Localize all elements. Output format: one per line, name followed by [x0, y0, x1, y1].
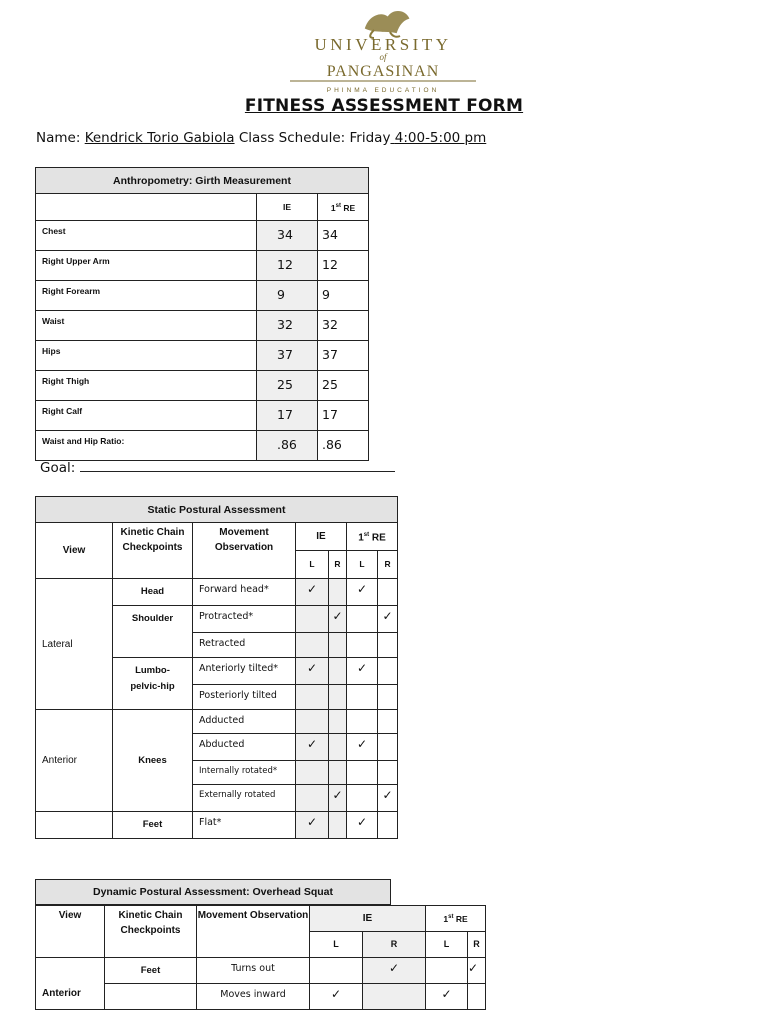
- dynamic-postural-table: [35, 905, 486, 1010]
- dynamic-observation: Moves inward: [197, 984, 310, 1010]
- static-check-re-l[interactable]: ✓: [347, 579, 378, 606]
- static-observation: Anteriorly tilted*: [193, 658, 296, 685]
- static-postural-table: [35, 496, 398, 839]
- dynamic-check-re-r[interactable]: ✓: [468, 958, 486, 984]
- girth-row-label: Right Upper Arm: [36, 251, 257, 281]
- dynamic-header-re-l: L: [426, 932, 468, 958]
- dynamic-header-ie: IE: [310, 906, 426, 932]
- static-kc-lumbo-pelvic-hip: Lumbo-pelvic-hip: [113, 658, 193, 710]
- dynamic-header-kc: Kinetic Chain Checkpoints: [105, 906, 197, 958]
- static-check-ie-r[interactable]: [329, 710, 347, 734]
- girth-ie-value[interactable]: 12: [257, 251, 318, 281]
- static-check-ie-l[interactable]: ✓: [296, 734, 329, 761]
- dynamic-table-title: Dynamic Postural Assessment: Overhead Squat: [92, 886, 334, 898]
- girth-row-label: Right Calf: [36, 401, 257, 431]
- dynamic-check-re-l[interactable]: ✓: [426, 984, 468, 1010]
- static-header-ie: IE: [296, 523, 347, 551]
- static-check-ie-r[interactable]: [329, 685, 347, 710]
- dynamic-kc-feet: Feet: [105, 958, 197, 984]
- goal-label: Goal:: [40, 460, 76, 476]
- static-check-re-r[interactable]: [378, 812, 398, 839]
- girth-re-value[interactable]: 17: [318, 401, 369, 431]
- static-check-re-l[interactable]: ✓: [347, 812, 378, 839]
- static-check-re-r[interactable]: [378, 633, 398, 658]
- static-check-ie-r[interactable]: [329, 734, 347, 761]
- girth-row: [36, 401, 369, 431]
- static-check-ie-r[interactable]: [329, 633, 347, 658]
- static-observation: Abducted: [193, 734, 296, 761]
- dynamic-header-re: 1st RE: [426, 906, 486, 932]
- dynamic-check-re-r[interactable]: [468, 984, 486, 1010]
- static-check-re-r[interactable]: ✓: [378, 606, 398, 633]
- static-check-ie-l[interactable]: ✓: [296, 658, 329, 685]
- girth-re-value[interactable]: 37: [318, 341, 369, 371]
- static-check-re-r[interactable]: [378, 710, 398, 734]
- static-check-re-l[interactable]: ✓: [347, 734, 378, 761]
- dynamic-check-ie-l[interactable]: [310, 958, 363, 984]
- logo-word-university: UNIVERSITY: [314, 35, 452, 54]
- dynamic-title-box: [35, 879, 391, 905]
- dynamic-view-anterior: Anterior: [36, 958, 105, 1010]
- static-check-ie-r[interactable]: [329, 812, 347, 839]
- dynamic-check-ie-r[interactable]: ✓: [363, 958, 426, 984]
- girth-row: [36, 431, 369, 461]
- university-logo: [270, 8, 496, 96]
- name-line: [36, 130, 486, 146]
- static-check-re-l[interactable]: [347, 633, 378, 658]
- girth-row-label: Chest: [36, 221, 257, 251]
- girth-row: [36, 341, 369, 371]
- static-check-re-l[interactable]: [347, 785, 378, 812]
- girth-table-title: Anthropometry: Girth Measurement: [36, 168, 369, 194]
- logo-tagline: PHINMA EDUCATION: [326, 87, 440, 94]
- static-observation: Forward head*: [193, 579, 296, 606]
- static-observation: Retracted: [193, 633, 296, 658]
- static-check-re-r[interactable]: [378, 734, 398, 761]
- static-check-re-r[interactable]: [378, 685, 398, 710]
- static-check-re-r[interactable]: ✓: [378, 785, 398, 812]
- static-row: [36, 579, 398, 606]
- girth-row: [36, 281, 369, 311]
- static-header-ie-r: R: [329, 551, 347, 579]
- static-check-re-l[interactable]: ✓: [347, 658, 378, 685]
- static-check-ie-l[interactable]: [296, 710, 329, 734]
- dynamic-row: [36, 958, 486, 984]
- girth-row-label: Right Forearm: [36, 281, 257, 311]
- logo-word-pangasinan: PANGASINAN: [326, 63, 440, 80]
- dynamic-header-ie-l: L: [310, 932, 363, 958]
- schedule-label: Class Schedule: Friday: [238, 130, 391, 146]
- girth-re-value[interactable]: .86: [318, 431, 369, 461]
- static-check-re-r[interactable]: [378, 761, 398, 785]
- dynamic-check-re-l[interactable]: [426, 958, 468, 984]
- girth-re-value[interactable]: 12: [318, 251, 369, 281]
- static-check-re-l[interactable]: [347, 606, 378, 633]
- girth-ie-value[interactable]: 34: [257, 221, 318, 251]
- girth-header-blank: [36, 194, 257, 221]
- static-header-re-l: L: [347, 551, 378, 579]
- girth-row-label: Right Thigh: [36, 371, 257, 401]
- static-check-ie-r[interactable]: [329, 579, 347, 606]
- static-check-ie-r[interactable]: ✓: [329, 785, 347, 812]
- static-view-anterior: Anterior: [36, 710, 113, 812]
- girth-row-label: Waist and Hip Ratio:: [36, 431, 257, 461]
- static-check-ie-r[interactable]: [329, 761, 347, 785]
- static-row: [36, 812, 398, 839]
- girth-re-value[interactable]: 9: [318, 281, 369, 311]
- girth-row: [36, 221, 369, 251]
- girth-ie-value[interactable]: 32: [257, 311, 318, 341]
- static-check-re-l[interactable]: [347, 685, 378, 710]
- static-kc-head: Head: [113, 579, 193, 606]
- girth-ie-value[interactable]: .86: [257, 431, 318, 461]
- static-header-re: 1st RE: [347, 523, 398, 551]
- dynamic-check-ie-l[interactable]: ✓: [310, 984, 363, 1010]
- static-check-ie-l[interactable]: ✓: [296, 579, 329, 606]
- static-check-ie-l[interactable]: ✓: [296, 812, 329, 839]
- static-observation: Internally rotated*: [193, 761, 296, 785]
- girth-ie-value[interactable]: 9: [257, 281, 318, 311]
- static-check-re-r[interactable]: [378, 658, 398, 685]
- static-header-ie-l: L: [296, 551, 329, 579]
- girth-ie-value[interactable]: 37: [257, 341, 318, 371]
- static-header-mo: Movement Observation: [193, 523, 296, 579]
- static-check-re-l[interactable]: [347, 710, 378, 734]
- girth-row-label: Hips: [36, 341, 257, 371]
- girth-header-re: 1st RE: [318, 194, 369, 221]
- logo-word-of: of: [379, 52, 387, 62]
- goal-line: [40, 459, 395, 476]
- static-observation: Posteriorly tilted: [193, 685, 296, 710]
- static-view-blank: [36, 812, 113, 839]
- static-header-re-r: R: [378, 551, 398, 579]
- static-observation: Externally rotated: [193, 785, 296, 812]
- static-check-re-l[interactable]: [347, 761, 378, 785]
- static-row: [36, 710, 398, 734]
- static-check-ie-r[interactable]: ✓: [329, 606, 347, 633]
- static-check-ie-l[interactable]: [296, 785, 329, 812]
- girth-header-ie: IE: [257, 194, 318, 221]
- static-observation: Adducted: [193, 710, 296, 734]
- static-kc-knees: Knees: [113, 710, 193, 812]
- static-header-view: View: [36, 523, 113, 579]
- static-observation: Flat*: [193, 812, 296, 839]
- form-title: FITNESS ASSESSMENT FORM: [244, 96, 524, 116]
- dynamic-header-view: View: [36, 906, 105, 958]
- static-check-ie-l[interactable]: [296, 685, 329, 710]
- static-kc-feet: Feet: [113, 812, 193, 839]
- dynamic-header-ie-r: R: [363, 932, 426, 958]
- static-kc-shoulder: Shoulder: [113, 606, 193, 658]
- dynamic-header-re-r: R: [468, 932, 486, 958]
- static-check-ie-l[interactable]: [296, 761, 329, 785]
- static-view-lateral: Lateral: [36, 579, 113, 710]
- static-check-re-r[interactable]: [378, 579, 398, 606]
- dynamic-check-ie-r[interactable]: [363, 984, 426, 1010]
- girth-re-value[interactable]: 25: [318, 371, 369, 401]
- girth-row: [36, 371, 369, 401]
- girth-row-label: Waist: [36, 311, 257, 341]
- schedule-value: 4:00-5:00 pm: [394, 130, 487, 146]
- girth-measurement-table: [35, 167, 369, 461]
- static-check-ie-l[interactable]: [296, 633, 329, 658]
- name-value: Kendrick Torio Gabiola: [84, 130, 235, 146]
- dynamic-kc-blank: [105, 984, 197, 1010]
- static-table-title: Static Postural Assessment: [36, 497, 398, 523]
- static-check-ie-r[interactable]: [329, 658, 347, 685]
- girth-row: [36, 311, 369, 341]
- static-check-ie-l[interactable]: [296, 606, 329, 633]
- girth-row: [36, 251, 369, 281]
- dynamic-observation: Turns out: [197, 958, 310, 984]
- girth-re-value[interactable]: 32: [318, 311, 369, 341]
- static-observation: Protracted*: [193, 606, 296, 633]
- girth-ie-value[interactable]: 25: [257, 371, 318, 401]
- girth-ie-value[interactable]: 17: [257, 401, 318, 431]
- goal-blank-field[interactable]: [80, 459, 395, 472]
- static-header-kc: Kinetic Chain Checkpoints: [113, 523, 193, 579]
- name-label: Name:: [36, 130, 81, 146]
- dynamic-header-mo: Movement Observation: [197, 906, 310, 958]
- girth-re-value[interactable]: 34: [318, 221, 369, 251]
